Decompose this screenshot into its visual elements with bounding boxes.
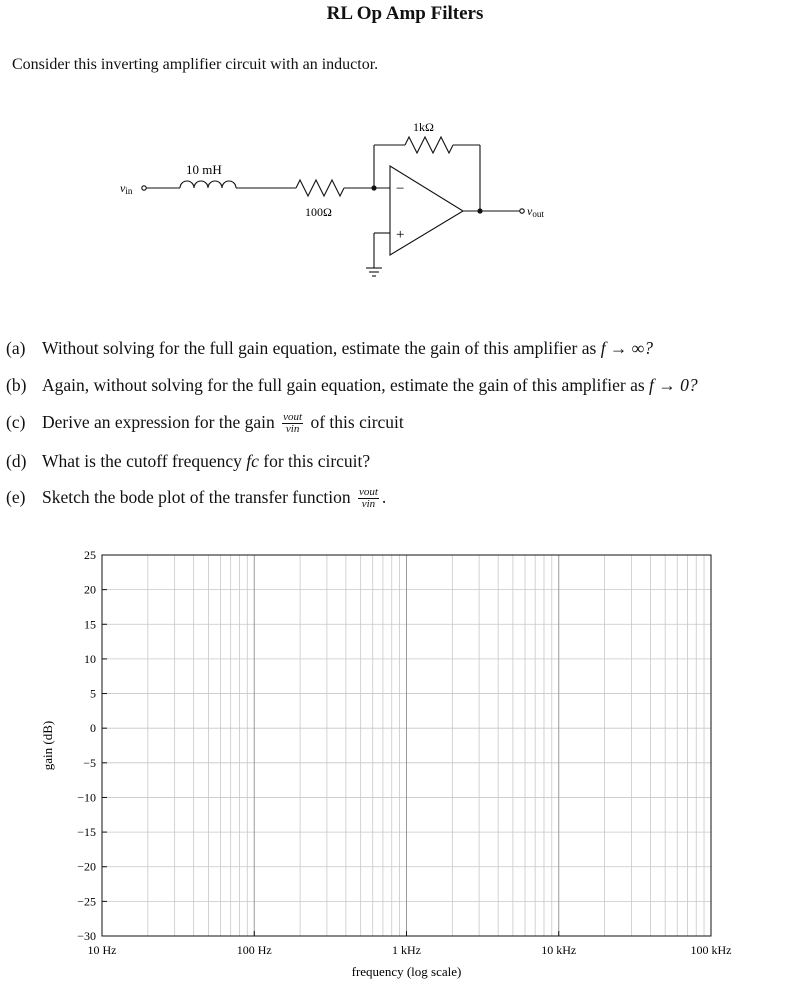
plus-sign: + — [396, 227, 405, 243]
x-tick-label: 100 Hz — [236, 943, 272, 957]
y-tick-label: 15 — [84, 617, 96, 632]
junction-dot — [477, 208, 482, 213]
y-tick-label: 25 — [84, 548, 96, 562]
page-title: RL Op Amp Filters — [326, 3, 484, 24]
y-axis-label: gain (dB) — [40, 720, 55, 771]
junction-dot — [371, 185, 376, 190]
question-math: f → 0? — [649, 375, 698, 395]
question-label: (d) — [6, 451, 27, 471]
question-text: Again, without solving for the full gain equation, estimate the gain of this amplifier as — [42, 375, 645, 395]
svg-text:vout — [527, 204, 544, 219]
y-tick-label: −20 — [77, 859, 96, 874]
question-text-after: of this circuit — [310, 412, 404, 432]
intro-text: Consider this inverting amplifier circuit with an inductor. — [12, 56, 379, 73]
y-tick-label: −5 — [83, 755, 96, 770]
vin-sub: in — [125, 186, 133, 196]
feedback-resistor-label: 1kΩ — [413, 120, 434, 134]
x-axis-label: frequency (log scale) — [351, 964, 462, 979]
vin-label: v — [120, 181, 126, 195]
inductor-symbol — [180, 181, 236, 188]
question-a — [6, 338, 653, 359]
fraction: $\frac{\text{vout}}{\text{vin}}$ — [358, 486, 378, 511]
vin-terminal — [142, 186, 146, 190]
y-tick-label: 0 — [90, 721, 96, 736]
question-text: Without solving for the full gain equation, estimate the gain of this amplifier as — [42, 338, 597, 358]
y-tick-label: 20 — [84, 582, 96, 597]
question-text: What is the cutoff frequency — [42, 451, 242, 471]
y-tick-label: −15 — [77, 825, 96, 840]
feedback-resistor-symbol — [405, 137, 453, 153]
minus-sign: − — [396, 181, 405, 197]
question-label: (c) — [6, 412, 26, 432]
question-b — [6, 375, 698, 396]
question-label: (b) — [6, 375, 27, 395]
input-resistor-label: 100Ω — [305, 205, 332, 219]
question-d — [6, 451, 370, 472]
question-c — [6, 412, 404, 435]
bode-plot — [0, 540, 810, 985]
y-tick-label: −10 — [77, 790, 96, 805]
fraction: $\frac{\text{vout}}{\text{vin}}$ — [283, 411, 303, 436]
x-tick-label: 1 kHz — [392, 943, 421, 957]
x-tick-label: 10 kHz — [541, 943, 577, 957]
question-label: (a) — [6, 338, 26, 358]
circuit-diagram — [0, 100, 810, 290]
y-tick-label: 5 — [90, 686, 96, 701]
y-tick-label: 10 — [84, 651, 96, 666]
question-text-after: for this circuit? — [263, 451, 371, 471]
x-tick-label: 100 kHz — [690, 943, 732, 957]
y-tick-label: −25 — [77, 894, 96, 909]
question-text: Derive an expression for the gain — [42, 412, 275, 432]
question-label: (e) — [6, 487, 26, 507]
question-text: Sketch the bode plot of the transfer function — [42, 487, 351, 507]
vout-sub: out — [532, 209, 544, 219]
vout-label: v — [527, 204, 533, 218]
question-text-after: . — [381, 487, 387, 507]
input-resistor-symbol — [296, 180, 344, 196]
vout-terminal — [520, 209, 524, 213]
question-e — [6, 487, 386, 510]
svg-text:vin — [120, 181, 133, 196]
x-tick-label: 10 Hz — [87, 943, 117, 957]
inductor-label: 10 mH — [186, 162, 222, 177]
y-tick-label: −30 — [77, 929, 96, 943]
question-math: fc — [246, 451, 259, 471]
question-math: f → ∞? — [600, 338, 654, 358]
